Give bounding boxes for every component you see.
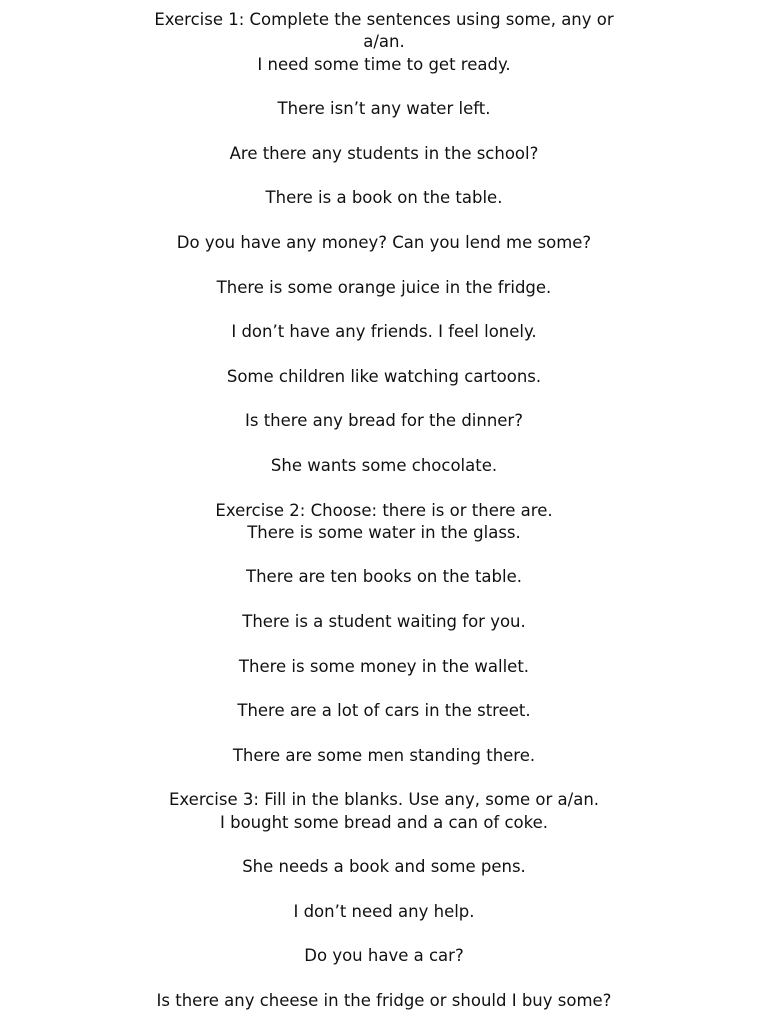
sentence-list xyxy=(0,812,768,1013)
exercise-heading: Exercise 2: Choose: there is or there are. xyxy=(215,500,553,520)
sentence: There isn’t any water left. xyxy=(277,99,491,119)
sentence: There is a book on the table. xyxy=(265,188,503,208)
sentence: Do you have any money? Can you lend me some? xyxy=(176,232,592,252)
sentence: Is there any cheese in the fridge or should I buy some? xyxy=(156,991,612,1011)
exercise-heading: Exercise 1: Complete the sentences using some, any or a/an. xyxy=(154,10,614,52)
sentence: Are there any students in the school? xyxy=(229,143,539,163)
sentence: I need some time to get ready. xyxy=(257,54,511,74)
sentence-list xyxy=(0,54,768,478)
exercise-1 xyxy=(0,9,768,477)
sentence: Is there any bread for the dinner? xyxy=(245,411,523,431)
sentence: There is a student waiting for you. xyxy=(242,612,526,632)
sentence: There is some water in the glass. xyxy=(247,522,521,542)
exercise-2 xyxy=(0,500,768,768)
sentence: I don’t have any friends. I feel lonely. xyxy=(231,322,537,342)
sentence: I don’t need any help. xyxy=(293,901,475,921)
sentence: There is some money in the wallet. xyxy=(238,656,530,676)
exercise-heading: Exercise 3: Fill in the blanks. Use any, some or a/an. xyxy=(168,790,600,810)
exercise-3 xyxy=(0,789,768,1012)
sentence: She needs a book and some pens. xyxy=(242,857,526,877)
sentence: Some children like watching cartoons. xyxy=(226,366,542,386)
sentence: There are some men standing there. xyxy=(232,745,536,765)
sentence: There are ten books on the table. xyxy=(246,567,522,587)
sentence: Do you have a car? xyxy=(304,946,464,966)
sentence-list xyxy=(0,522,768,767)
sentence: I bought some bread and a can of coke. xyxy=(219,812,549,832)
sentence: She wants some chocolate. xyxy=(270,455,498,475)
sentence: There are a lot of cars in the street. xyxy=(237,701,531,721)
sentence: There is some orange juice in the fridge. xyxy=(216,277,552,297)
